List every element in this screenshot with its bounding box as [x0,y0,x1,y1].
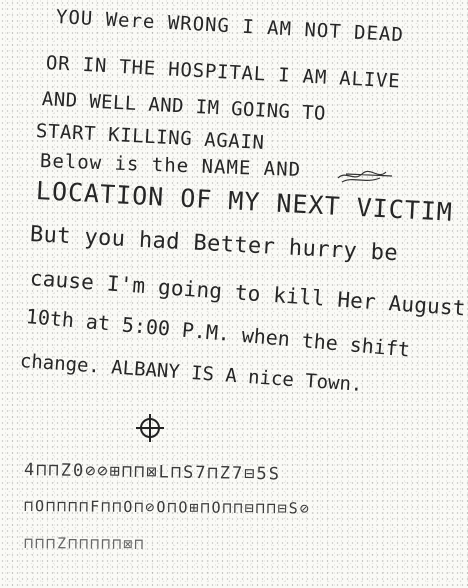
letter-line-7: But you had Better hurry be [29,222,399,267]
crosshair-symbol-icon [134,412,166,444]
letter-line-8: cause I'm going to kill Her August [29,266,467,321]
letter-line-3: AND WELL AND IM GOING TO [41,88,327,125]
cipher-row-3: ⊓⊓⊓Z⊓⊓⊓⊓⊓⊠⊓ [23,534,146,554]
cipher-row-1: 4⊓⊓Z0⊘⊘⊞⊓⊓⊠L⊓S7⊓Z7⊟5S [23,460,282,485]
scribble-mark [336,166,396,186]
letter-line-6: LOCATION OF MY NEXT VICTIM [35,176,454,227]
letter-line-4: START KILLING AGAIN [35,120,266,154]
letter-line-5: Below is the NAME AND [39,150,302,182]
letter-line-1: YOU Were WRONG I AM NOT DEAD [55,6,405,47]
letter-line-9: 10th at 5:00 P.M. when the shift [24,304,411,362]
letter-line-10: change. ALBANY IS A nice Town. [19,350,364,396]
cipher-row-2: ⊓O⊓⊓⊓⊓F⊓⊓O⊓⊘O⊓O⊞⊓O⊓⊓⊟⊓⊓⊟S⊘ [23,497,311,518]
letter-line-2: OR IN THE HOSPITAL I AM ALIVE [45,52,402,93]
